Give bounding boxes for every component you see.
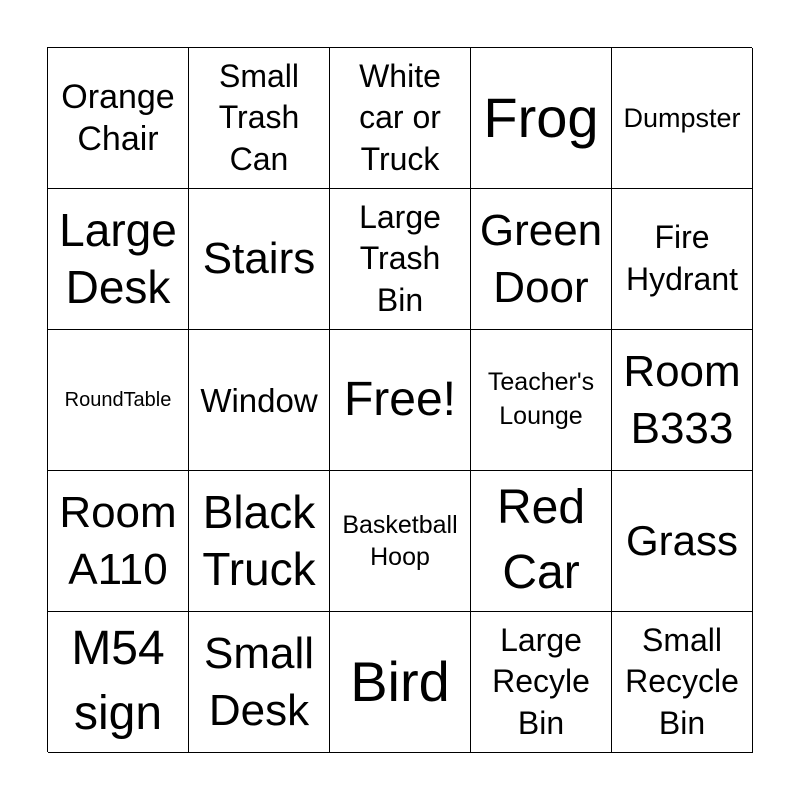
cell-label: Free! [343,373,457,426]
cell-label: Dumpster [623,102,741,133]
bingo-cell-fire-hydrant[interactable] [612,189,753,330]
cell-label: Basketball Hoop [342,510,458,571]
bingo-cell-orange-chair[interactable] [48,48,189,189]
bingo-cell-bird[interactable] [330,612,471,753]
cell-label: Frog [483,85,599,149]
bingo-cell-free[interactable] [330,330,471,471]
bingo-cell-room-a110[interactable] [48,471,189,612]
bingo-cell-black-truck[interactable] [189,471,330,612]
cell-label: Large Recyle Bin [492,621,590,741]
cell-label: Bird [350,649,450,713]
bingo-cell-basketball-hoop[interactable] [330,471,471,612]
cell-label: Grass [625,517,738,564]
cell-label: Green Door [479,205,603,312]
bingo-cell-stairs[interactable] [189,189,330,330]
bingo-cell-small-desk[interactable] [189,612,330,753]
cell-label: White car or Truck [359,57,441,177]
cell-label: RoundTable [64,389,172,411]
cell-label: M54 sign [71,622,165,740]
cell-label: Window [200,381,318,419]
bingo-cell-small-recycle-bin[interactable] [612,612,753,753]
cell-label: Small Desk [203,628,315,735]
bingo-cell-teachers-lounge[interactable] [471,330,612,471]
bingo-cell-roundtable[interactable] [48,330,189,471]
bingo-cell-window[interactable] [189,330,330,471]
bingo-cell-large-trash-bin[interactable] [330,189,471,330]
cell-label: Small Recycle Bin [625,621,739,741]
bingo-cell-red-car[interactable] [471,471,612,612]
cell-label: Large Desk [59,203,177,313]
bingo-cell-small-trash-can[interactable] [189,48,330,189]
bingo-cell-grass[interactable] [612,471,753,612]
cell-label: Black Truck [202,485,316,595]
bingo-cell-green-door[interactable] [471,189,612,330]
bingo-cell-room-b333[interactable] [612,330,753,471]
cell-label: Red Car [496,481,586,599]
bingo-cell-dumpster[interactable] [612,48,753,189]
bingo-cell-frog[interactable] [471,48,612,189]
cell-label: Fire Hydrant [625,219,739,297]
bingo-cell-large-recyle-bin[interactable] [471,612,612,753]
cell-label: Small Trash Can [218,57,300,177]
cell-label: Stairs [202,234,316,283]
cell-label: Large Trash Bin [359,198,441,318]
bingo-cell-white-car-or-truck[interactable] [330,48,471,189]
bingo-cell-large-desk[interactable] [48,189,189,330]
cell-label: Room A110 [59,487,177,594]
bingo-cell-m54-sign[interactable] [48,612,189,753]
bingo-board [47,47,752,752]
cell-label: Orange Chair [61,77,175,158]
cell-label: Room B333 [623,346,741,453]
cell-label: Teacher's Lounge [487,368,595,430]
